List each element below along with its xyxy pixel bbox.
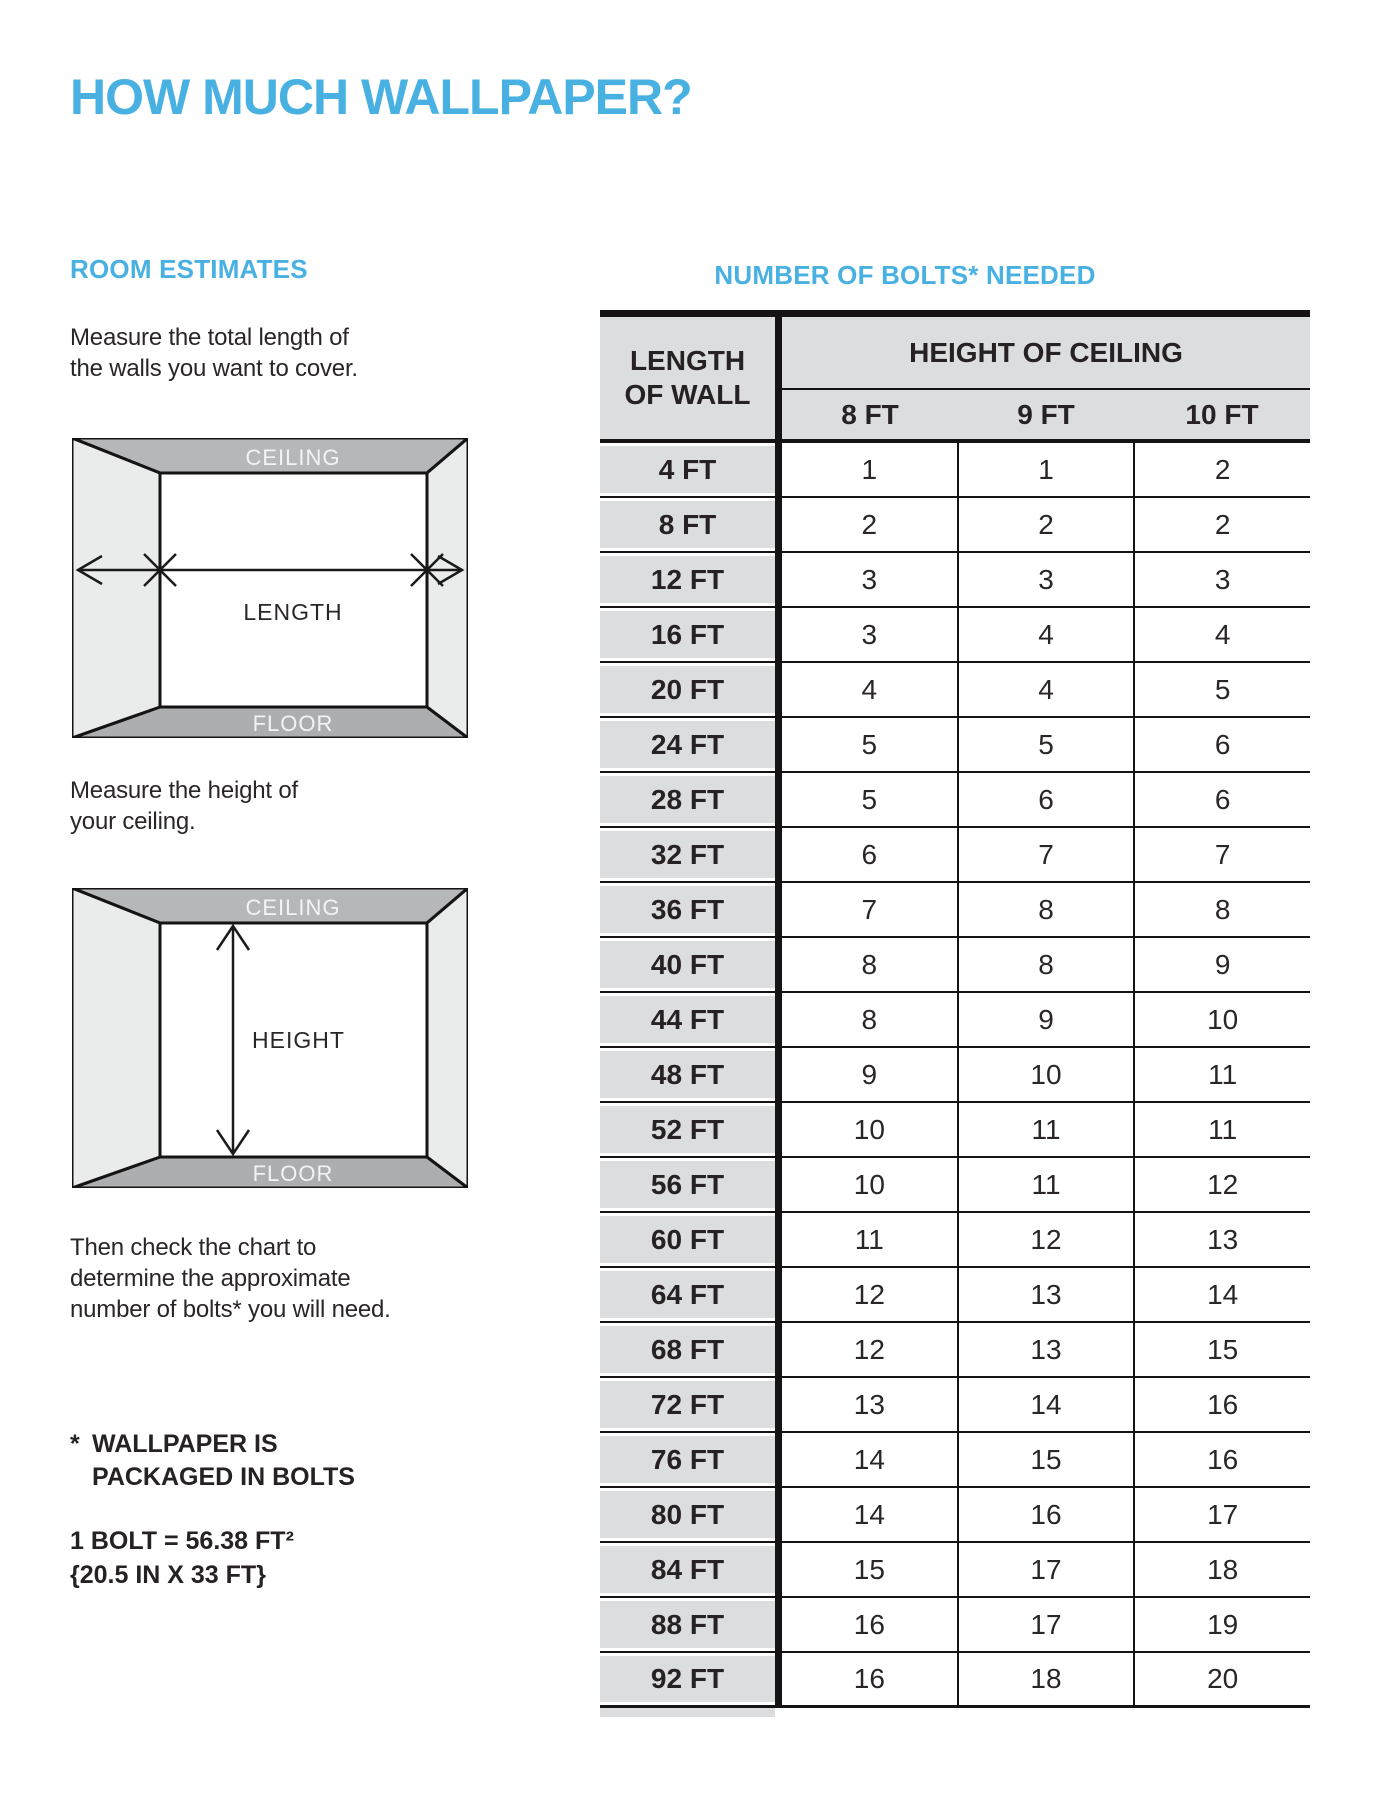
bolt-count-cell: 15 bbox=[1133, 1323, 1310, 1376]
bolt-count-cell: 2 bbox=[957, 498, 1134, 551]
bolt-count-cell: 11 bbox=[957, 1103, 1134, 1156]
column-divider bbox=[775, 1543, 782, 1596]
column-divider bbox=[775, 1048, 782, 1101]
table-row bbox=[600, 608, 1310, 663]
wall-length-label: 76 FT bbox=[600, 1433, 775, 1486]
bolt-size-line1: 1 BOLT = 56.38 FT² bbox=[70, 1527, 294, 1555]
wall-length-label: 40 FT bbox=[600, 938, 775, 991]
check-chart-line2: determine the approximate bbox=[70, 1265, 351, 1292]
bolts-table bbox=[600, 310, 1310, 1717]
bolt-count-cell: 17 bbox=[957, 1598, 1134, 1651]
bolt-count-cell: 9 bbox=[957, 993, 1134, 1046]
column-divider bbox=[775, 1213, 782, 1266]
bolt-count-cell: 10 bbox=[853, 1168, 885, 1200]
wall-length-label: 44 FT bbox=[600, 993, 775, 1046]
column-divider bbox=[775, 718, 782, 771]
table-row bbox=[600, 1158, 1310, 1213]
bolt-count-cell: 16 bbox=[1133, 1433, 1310, 1486]
height-label: HEIGHT bbox=[252, 1027, 345, 1053]
bolt-count-cell: 2 bbox=[861, 508, 878, 540]
wall-length-label: 92 FT bbox=[600, 1653, 775, 1705]
column-divider bbox=[775, 553, 782, 606]
bolt-count-cell: 11 bbox=[1133, 1048, 1310, 1101]
bolt-count-cell: 3 bbox=[861, 618, 878, 650]
column-divider bbox=[775, 883, 782, 936]
column-divider bbox=[775, 443, 782, 496]
floor-label: FLOOR bbox=[252, 711, 334, 736]
bolt-count-cell: 8 bbox=[861, 1003, 878, 1035]
bolt-count-cell: 4 bbox=[957, 608, 1134, 661]
wall-length-label: 24 FT bbox=[600, 718, 775, 771]
bolt-count-cell: 1 bbox=[861, 453, 878, 485]
table-row bbox=[600, 663, 1310, 718]
bolt-count-cell: 18 bbox=[1133, 1543, 1310, 1596]
room-length-diagram bbox=[72, 438, 468, 738]
wall-length-label: 16 FT bbox=[600, 608, 775, 661]
bolts-needed-heading: NUMBER OF BOLTS* NEEDED bbox=[714, 260, 1096, 290]
wall-length-label: 80 FT bbox=[600, 1488, 775, 1541]
wall-length-label: 60 FT bbox=[600, 1213, 775, 1266]
bolt-count-cell: 8 bbox=[1133, 883, 1310, 936]
bolt-count-cell: 4 bbox=[861, 673, 878, 705]
column-divider bbox=[775, 993, 782, 1046]
col-header-8ft: 8 FT bbox=[841, 398, 899, 430]
ceiling-height-columns bbox=[782, 390, 1310, 439]
table-row bbox=[600, 1323, 1310, 1378]
wall-length-label: 56 FT bbox=[600, 1158, 775, 1211]
left-wall-surface bbox=[72, 438, 160, 738]
bolts-footnote bbox=[70, 1428, 355, 1494]
measure-height-line2: your ceiling. bbox=[70, 808, 196, 835]
bolt-count-cell: 2 bbox=[1133, 498, 1310, 551]
column-divider bbox=[775, 1598, 782, 1651]
wall-length-label: 36 FT bbox=[600, 883, 775, 936]
bolt-count-cell: 16 bbox=[957, 1488, 1134, 1541]
table-row bbox=[600, 993, 1310, 1048]
wall-length-label: 20 FT bbox=[600, 663, 775, 716]
table-row bbox=[600, 1268, 1310, 1323]
bolt-size-line2: {20.5 IN X 33 FT} bbox=[70, 1561, 266, 1589]
measure-height-line1: Measure the height of bbox=[70, 777, 298, 804]
bolt-count-cell: 19 bbox=[1133, 1598, 1310, 1651]
column-divider bbox=[775, 317, 782, 439]
column-divider bbox=[775, 1323, 782, 1376]
bolt-count-cell: 6 bbox=[957, 773, 1134, 826]
length-of-wall-line1: LENGTH bbox=[629, 345, 746, 376]
bolt-count-cell: 5 bbox=[1133, 663, 1310, 716]
bolt-count-cell: 3 bbox=[861, 563, 878, 595]
column-divider bbox=[775, 1653, 782, 1705]
bolt-count-cell: 4 bbox=[957, 663, 1134, 716]
measure-length-line1: Measure the total length of bbox=[70, 324, 349, 351]
length-of-wall-line2: OF WALL bbox=[624, 379, 751, 410]
bolt-count-cell: 13 bbox=[1133, 1213, 1310, 1266]
bolt-count-cell: 2 bbox=[1133, 443, 1310, 496]
column-divider bbox=[775, 1433, 782, 1486]
bolt-count-cell: 15 bbox=[853, 1553, 885, 1585]
bolt-count-cell: 13 bbox=[957, 1268, 1134, 1321]
table-body bbox=[600, 443, 1310, 1708]
bolt-count-cell: 6 bbox=[861, 838, 878, 870]
bolt-count-cell: 14 bbox=[853, 1498, 885, 1530]
bolt-count-cell: 14 bbox=[1133, 1268, 1310, 1321]
table-row bbox=[600, 1378, 1310, 1433]
table-row bbox=[600, 1433, 1310, 1488]
bolt-count-cell: 7 bbox=[1133, 828, 1310, 881]
table-row bbox=[600, 773, 1310, 828]
bolt-count-cell: 10 bbox=[853, 1113, 885, 1145]
table-header bbox=[600, 317, 1310, 443]
wall-length-label: 64 FT bbox=[600, 1268, 775, 1321]
bolt-count-cell: 4 bbox=[1133, 608, 1310, 661]
bolt-count-cell: 18 bbox=[957, 1653, 1134, 1705]
room-height-diagram bbox=[72, 888, 468, 1188]
column-divider bbox=[775, 1268, 782, 1321]
bolt-count-cell: 1 bbox=[957, 443, 1134, 496]
bolt-count-cell: 8 bbox=[861, 948, 878, 980]
bolt-count-cell: 15 bbox=[957, 1433, 1134, 1486]
bolt-count-cell: 3 bbox=[1133, 553, 1310, 606]
floor-label: FLOOR bbox=[252, 1161, 334, 1186]
room-estimates-heading: ROOM ESTIMATES bbox=[70, 254, 308, 284]
bolt-count-cell: 12 bbox=[1133, 1158, 1310, 1211]
table-row bbox=[600, 1213, 1310, 1268]
length-of-wall-header bbox=[600, 317, 775, 439]
bolt-count-cell: 14 bbox=[957, 1378, 1134, 1431]
wall-length-label: 48 FT bbox=[600, 1048, 775, 1101]
length-label: LENGTH bbox=[243, 599, 343, 625]
bolt-count-cell: 3 bbox=[957, 553, 1134, 606]
column-divider bbox=[775, 773, 782, 826]
wall-length-label: 68 FT bbox=[600, 1323, 775, 1376]
table-row bbox=[600, 1048, 1310, 1103]
check-chart-line3: number of bolts* you will need. bbox=[70, 1296, 391, 1323]
bolt-count-cell: 13 bbox=[853, 1388, 885, 1420]
table-row bbox=[600, 883, 1310, 938]
bolt-count-cell: 10 bbox=[957, 1048, 1134, 1101]
asterisk: * bbox=[70, 1430, 80, 1458]
measure-length-line2: the walls you want to cover. bbox=[70, 355, 358, 382]
column-divider bbox=[775, 608, 782, 661]
table-row bbox=[600, 1103, 1310, 1158]
column-divider bbox=[775, 1488, 782, 1541]
table-row bbox=[600, 1653, 1310, 1708]
wall-length-label: 28 FT bbox=[600, 773, 775, 826]
bolt-count-cell: 13 bbox=[957, 1323, 1134, 1376]
bolt-count-cell: 8 bbox=[957, 883, 1134, 936]
bolt-count-cell: 11 bbox=[1133, 1103, 1310, 1156]
height-of-ceiling-header: HEIGHT OF CEILING bbox=[782, 317, 1310, 390]
table-row bbox=[600, 938, 1310, 993]
bolt-count-cell: 20 bbox=[1133, 1653, 1310, 1705]
wall-length-label: 72 FT bbox=[600, 1378, 775, 1431]
bolt-count-cell: 6 bbox=[1133, 718, 1310, 771]
column-divider bbox=[775, 1158, 782, 1211]
back-wall-surface bbox=[160, 473, 427, 707]
bolt-count-cell: 5 bbox=[861, 728, 878, 760]
column-divider bbox=[775, 663, 782, 716]
bolt-count-cell: 11 bbox=[957, 1158, 1134, 1211]
wall-length-label: 32 FT bbox=[600, 828, 775, 881]
bolt-count-cell: 5 bbox=[861, 783, 878, 815]
bolt-count-cell: 17 bbox=[1133, 1488, 1310, 1541]
bolt-count-cell: 16 bbox=[1133, 1378, 1310, 1431]
bolt-count-cell: 7 bbox=[861, 893, 878, 925]
table-row bbox=[600, 498, 1310, 553]
col-header-9ft: 9 FT bbox=[1017, 398, 1075, 430]
column-divider bbox=[775, 498, 782, 551]
bolt-size-info bbox=[70, 1524, 294, 1592]
wall-length-label: 12 FT bbox=[600, 553, 775, 606]
measure-height-text bbox=[70, 775, 298, 837]
bolt-count-cell: 17 bbox=[957, 1543, 1134, 1596]
ceiling-label: CEILING bbox=[245, 445, 341, 470]
wall-length-label: 4 FT bbox=[600, 443, 775, 496]
bolt-count-cell: 11 bbox=[854, 1223, 884, 1255]
check-chart-line1: Then check the chart to bbox=[70, 1234, 317, 1261]
table-row bbox=[600, 718, 1310, 773]
bolt-count-cell: 9 bbox=[1133, 938, 1310, 991]
table-row bbox=[600, 1543, 1310, 1598]
right-wall-surface bbox=[427, 888, 468, 1188]
bolt-count-cell: 9 bbox=[861, 1058, 878, 1090]
wall-length-label: 52 FT bbox=[600, 1103, 775, 1156]
column-divider bbox=[775, 1103, 782, 1156]
column-divider bbox=[775, 1378, 782, 1431]
table-row bbox=[600, 443, 1310, 498]
wall-length-label: 8 FT bbox=[600, 498, 775, 551]
table-row bbox=[600, 553, 1310, 608]
column-divider bbox=[775, 938, 782, 991]
label-column-underhang bbox=[600, 1708, 775, 1717]
bolt-count-cell: 16 bbox=[853, 1663, 885, 1694]
ceiling-label: CEILING bbox=[245, 895, 341, 920]
bolt-count-cell: 6 bbox=[1133, 773, 1310, 826]
bolt-count-cell: 5 bbox=[957, 718, 1134, 771]
check-chart-text bbox=[70, 1232, 391, 1325]
bolt-count-cell: 16 bbox=[853, 1608, 885, 1640]
bolt-count-cell: 10 bbox=[1133, 993, 1310, 1046]
measure-length-text bbox=[70, 322, 358, 384]
wall-length-label: 84 FT bbox=[600, 1543, 775, 1596]
footnote-line2: PACKAGED IN BOLTS bbox=[92, 1463, 355, 1491]
right-wall-surface bbox=[427, 438, 468, 738]
bolt-count-cell: 7 bbox=[957, 828, 1134, 881]
column-divider bbox=[775, 828, 782, 881]
bolt-count-cell: 12 bbox=[853, 1278, 885, 1310]
bolt-count-cell: 14 bbox=[853, 1443, 885, 1475]
bolt-count-cell: 8 bbox=[957, 938, 1134, 991]
bolt-count-cell: 12 bbox=[957, 1213, 1134, 1266]
table-row bbox=[600, 1598, 1310, 1653]
footnote-line1: WALLPAPER IS bbox=[92, 1430, 278, 1458]
page-title: HOW MUCH WALLPAPER? bbox=[70, 69, 692, 125]
col-header-10ft: 10 FT bbox=[1185, 398, 1259, 430]
wall-length-label: 88 FT bbox=[600, 1598, 775, 1651]
left-wall-surface bbox=[72, 888, 160, 1188]
table-row bbox=[600, 1488, 1310, 1543]
bolt-count-cell: 12 bbox=[853, 1333, 885, 1365]
table-row bbox=[600, 828, 1310, 883]
